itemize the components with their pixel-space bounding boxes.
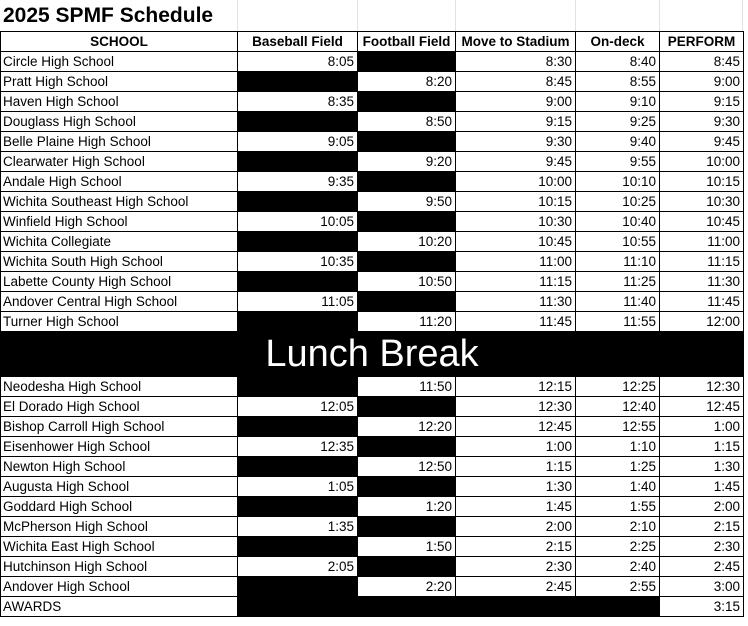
cell-move-to-stadium: 10:30: [456, 212, 576, 232]
cell-on-deck: 12:25: [576, 377, 660, 397]
cell-perform: 2:00: [660, 497, 744, 517]
cell-football-field: 1:20: [358, 497, 456, 517]
cell-on-deck: 2:25: [576, 537, 660, 557]
cell-on-deck: 9:10: [576, 92, 660, 112]
cell-football-field: [358, 397, 456, 417]
cell-move-to-stadium: 9:30: [456, 132, 576, 152]
cell-football-field: 11:50: [358, 377, 456, 397]
cell-baseball-field: 1:35: [238, 517, 358, 537]
cell-move-to-stadium: 9:15: [456, 112, 576, 132]
table-row: [1, 292, 744, 312]
cell-football-field: 8:50: [358, 112, 456, 132]
table-row: [1, 312, 744, 332]
cell-move-to-stadium: 2:00: [456, 517, 576, 537]
cell-football-field: [358, 557, 456, 577]
cell-baseball-field: 9:05: [238, 132, 358, 152]
table-row: [1, 92, 744, 112]
cell-on-deck: 8:40: [576, 52, 660, 72]
cell-on-deck: 8:55: [576, 72, 660, 92]
gridline: [357, 0, 358, 31]
cell-on-deck: 1:55: [576, 497, 660, 517]
cell-on-deck: 9:40: [576, 132, 660, 152]
table-row: [1, 557, 744, 577]
cell-move-to-stadium: 1:30: [456, 477, 576, 497]
table-row: [1, 497, 744, 517]
cell-perform: 2:15: [660, 517, 744, 537]
cell-perform: 1:45: [660, 477, 744, 497]
table-row: [1, 517, 744, 537]
cell-perform: 12:30: [660, 377, 744, 397]
cell-baseball-field: [238, 232, 358, 252]
cell-on-deck: 10:10: [576, 172, 660, 192]
cell-baseball-field: [238, 112, 358, 132]
cell-football-field: [358, 172, 456, 192]
cell-perform: 10:15: [660, 172, 744, 192]
cell-perform: 12:45: [660, 397, 744, 417]
header-football-field: Football Field: [358, 32, 456, 52]
cell-school: Pratt High School: [1, 72, 238, 92]
cell-baseball-field: [238, 152, 358, 172]
cell-on-deck: 11:25: [576, 272, 660, 292]
awards-time: 3:15: [660, 597, 744, 617]
awards-row: [1, 597, 744, 617]
page-title: 2025 SPMF Schedule: [3, 4, 214, 27]
cell-school: Bishop Carroll High School: [1, 417, 238, 437]
cell-football-field: [358, 517, 456, 537]
cell-move-to-stadium: 10:45: [456, 232, 576, 252]
cell-baseball-field: 2:05: [238, 557, 358, 577]
lunch-break-row: [1, 332, 744, 377]
cell-baseball-field: [238, 537, 358, 557]
table-row: [1, 577, 744, 597]
table-row: [1, 252, 744, 272]
cell-baseball-field: [238, 272, 358, 292]
table-row: [1, 437, 744, 457]
cell-school: Neodesha High School: [1, 377, 238, 397]
cell-school: Newton High School: [1, 457, 238, 477]
cell-move-to-stadium: 12:30: [456, 397, 576, 417]
cell-baseball-field: [238, 312, 358, 332]
cell-move-to-stadium: 2:45: [456, 577, 576, 597]
cell-baseball-field: [238, 577, 358, 597]
cell-school: Haven High School: [1, 92, 238, 112]
cell-move-to-stadium: 11:30: [456, 292, 576, 312]
cell-baseball-field: 8:35: [238, 92, 358, 112]
cell-football-field: 10:20: [358, 232, 456, 252]
cell-move-to-stadium: 9:00: [456, 92, 576, 112]
cell-football-field: 2:20: [358, 577, 456, 597]
cell-perform: 12:00: [660, 312, 744, 332]
cell-football-field: [358, 437, 456, 457]
cell-move-to-stadium: 10:15: [456, 192, 576, 212]
cell-baseball-field: [238, 377, 358, 397]
cell-on-deck: 1:40: [576, 477, 660, 497]
cell-school: Belle Plaine High School: [1, 132, 238, 152]
cell-perform: 1:15: [660, 437, 744, 457]
cell-move-to-stadium: 10:00: [456, 172, 576, 192]
header-perform: PERFORM: [660, 32, 744, 52]
cell-baseball-field: [238, 417, 358, 437]
cell-perform: 10:00: [660, 152, 744, 172]
cell-on-deck: 2:40: [576, 557, 660, 577]
cell-move-to-stadium: 11:00: [456, 252, 576, 272]
header-on-deck: On-deck: [576, 32, 660, 52]
cell-baseball-field: 12:05: [238, 397, 358, 417]
cell-on-deck: 10:40: [576, 212, 660, 232]
table-row: [1, 477, 744, 497]
gridline: [742, 0, 743, 31]
table-row: [1, 457, 744, 477]
table-row: [1, 212, 744, 232]
cell-school: Wichita Collegiate: [1, 232, 238, 252]
awards-label: AWARDS: [1, 597, 238, 617]
cell-school: Circle High School: [1, 52, 238, 72]
cell-school: Hutchinson High School: [1, 557, 238, 577]
cell-football-field: 9:20: [358, 152, 456, 172]
header-move-to-stadium: Move to Stadium: [456, 32, 576, 52]
cell-move-to-stadium: 8:45: [456, 72, 576, 92]
cell-perform: 1:30: [660, 457, 744, 477]
cell-football-field: 11:20: [358, 312, 456, 332]
cell-football-field: [358, 52, 456, 72]
cell-school: Andover High School: [1, 577, 238, 597]
cell-football-field: 10:50: [358, 272, 456, 292]
cell-on-deck: 1:25: [576, 457, 660, 477]
cell-school: Goddard High School: [1, 497, 238, 517]
cell-football-field: [358, 132, 456, 152]
cell-baseball-field: 11:05: [238, 292, 358, 312]
header-baseball-field: Baseball Field: [238, 32, 358, 52]
cell-on-deck: 11:40: [576, 292, 660, 312]
cell-perform: 10:45: [660, 212, 744, 232]
cell-move-to-stadium: 11:45: [456, 312, 576, 332]
cell-football-field: [358, 252, 456, 272]
cell-baseball-field: 9:35: [238, 172, 358, 192]
cell-school: Andover Central High School: [1, 292, 238, 312]
cell-football-field: 9:50: [358, 192, 456, 212]
table-row: [1, 537, 744, 557]
cell-perform: 11:45: [660, 292, 744, 312]
cell-move-to-stadium: 1:00: [456, 437, 576, 457]
cell-perform: 9:00: [660, 72, 744, 92]
cell-school: Eisenhower High School: [1, 437, 238, 457]
cell-perform: 2:45: [660, 557, 744, 577]
cell-on-deck: 11:10: [576, 252, 660, 272]
cell-football-field: [358, 477, 456, 497]
cell-baseball-field: 12:35: [238, 437, 358, 457]
cell-perform: 8:45: [660, 52, 744, 72]
table-row: [1, 417, 744, 437]
cell-school: Augusta High School: [1, 477, 238, 497]
gridline: [575, 0, 576, 31]
cell-perform: 3:00: [660, 577, 744, 597]
cell-move-to-stadium: 11:15: [456, 272, 576, 292]
gridline: [237, 0, 238, 31]
cell-move-to-stadium: 12:45: [456, 417, 576, 437]
table-row: [1, 112, 744, 132]
cell-move-to-stadium: 2:15: [456, 537, 576, 557]
table-row: [1, 272, 744, 292]
cell-perform: 2:30: [660, 537, 744, 557]
table-row: [1, 192, 744, 212]
cell-on-deck: 9:25: [576, 112, 660, 132]
cell-perform: 11:00: [660, 232, 744, 252]
cell-school: Winfield High School: [1, 212, 238, 232]
cell-on-deck: 9:55: [576, 152, 660, 172]
cell-school: Wichita South High School: [1, 252, 238, 272]
cell-baseball-field: 10:05: [238, 212, 358, 232]
gridline: [659, 0, 660, 31]
table-row: [1, 172, 744, 192]
cell-perform: 11:30: [660, 272, 744, 292]
cell-baseball-field: [238, 497, 358, 517]
cell-on-deck: 2:10: [576, 517, 660, 537]
cell-on-deck: 2:55: [576, 577, 660, 597]
schedule-table: [0, 31, 744, 617]
cell-move-to-stadium: 1:15: [456, 457, 576, 477]
title-row: [0, 0, 748, 31]
cell-football-field: [358, 212, 456, 232]
cell-football-field: [358, 92, 456, 112]
table-row: [1, 132, 744, 152]
cell-baseball-field: 1:05: [238, 477, 358, 497]
cell-football-field: 12:20: [358, 417, 456, 437]
cell-move-to-stadium: 2:30: [456, 557, 576, 577]
cell-perform: 11:15: [660, 252, 744, 272]
cell-move-to-stadium: 1:45: [456, 497, 576, 517]
cell-move-to-stadium: 12:15: [456, 377, 576, 397]
cell-on-deck: 10:55: [576, 232, 660, 252]
cell-perform: 9:45: [660, 132, 744, 152]
cell-baseball-field: [238, 457, 358, 477]
table-row: [1, 377, 744, 397]
cell-on-deck: 12:40: [576, 397, 660, 417]
cell-football-field: [358, 292, 456, 312]
header-school: SCHOOL: [1, 32, 238, 52]
cell-school: McPherson High School: [1, 517, 238, 537]
cell-school: El Dorado High School: [1, 397, 238, 417]
table-row: [1, 397, 744, 417]
cell-school: Douglass High School: [1, 112, 238, 132]
cell-school: Labette County High School: [1, 272, 238, 292]
header-row: [1, 32, 744, 52]
cell-perform: 1:00: [660, 417, 744, 437]
cell-move-to-stadium: 9:45: [456, 152, 576, 172]
lunch-break-label: Lunch Break: [1, 332, 744, 377]
cell-baseball-field: 10:35: [238, 252, 358, 272]
awards-blackout: [238, 597, 660, 617]
table-row: [1, 52, 744, 72]
gridline: [455, 0, 456, 31]
table-row: [1, 232, 744, 252]
cell-on-deck: 10:25: [576, 192, 660, 212]
cell-move-to-stadium: 8:30: [456, 52, 576, 72]
table-row: [1, 72, 744, 92]
cell-on-deck: 1:10: [576, 437, 660, 457]
cell-baseball-field: [238, 72, 358, 92]
cell-school: Wichita East High School: [1, 537, 238, 557]
cell-baseball-field: 8:05: [238, 52, 358, 72]
cell-perform: 9:30: [660, 112, 744, 132]
cell-football-field: 1:50: [358, 537, 456, 557]
cell-school: Clearwater High School: [1, 152, 238, 172]
cell-baseball-field: [238, 192, 358, 212]
cell-school: Turner High School: [1, 312, 238, 332]
cell-school: Andale High School: [1, 172, 238, 192]
cell-football-field: 8:20: [358, 72, 456, 92]
cell-football-field: 12:50: [358, 457, 456, 477]
cell-perform: 10:30: [660, 192, 744, 212]
cell-perform: 9:15: [660, 92, 744, 112]
table-row: [1, 152, 744, 172]
cell-on-deck: 12:55: [576, 417, 660, 437]
cell-on-deck: 11:55: [576, 312, 660, 332]
cell-school: Wichita Southeast High School: [1, 192, 238, 212]
